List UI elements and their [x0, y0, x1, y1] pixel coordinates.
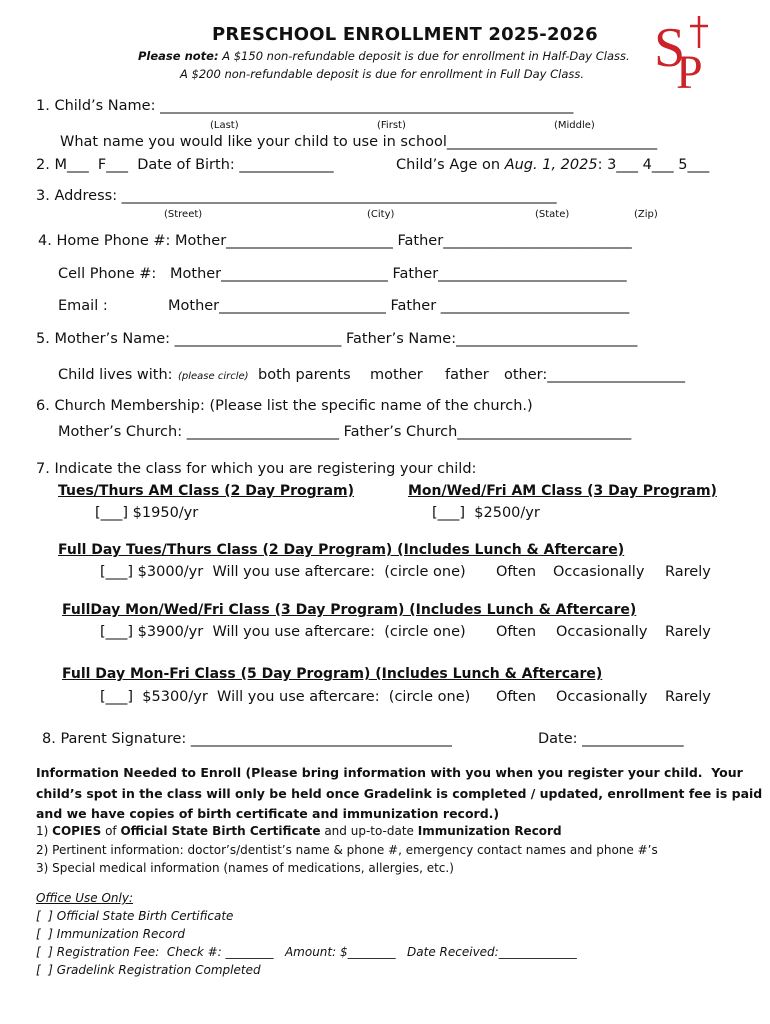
signature-date-field[interactable]: Date: ______________: [538, 731, 684, 747]
info-line-3: and we have copies of birth certificate and immunization record.): [36, 806, 500, 821]
option-both-parents[interactable]: both parents: [258, 367, 351, 383]
full-tt-often[interactable]: Often: [496, 564, 537, 580]
option-other[interactable]: other:___________________: [504, 367, 686, 383]
logo-p: P: [676, 46, 703, 92]
full-mf-rarely[interactable]: Rarely: [665, 689, 711, 705]
sub-middle: (Middle): [554, 120, 595, 131]
sub-street: (Street): [164, 209, 203, 220]
full-mwf-checkbox[interactable]: [___] $3900/yr Will you use aftercare: (circle one): [100, 624, 466, 640]
full-mwf-often[interactable]: Often: [496, 624, 537, 640]
info-line-2: child’s spot in the class will only be held once Gradelink is completed / updated, enrollment fee is paid: [36, 786, 763, 801]
item1-prefix: 1): [36, 824, 53, 838]
deposit-note-line2: A $200 non-refundable deposit is due for enrollment in Full Day Class.: [180, 67, 585, 81]
tt-am-title: Tues/Thurs AM Class (2 Day Program): [58, 483, 355, 499]
mwf-am-checkbox[interactable]: [___] $2500/yr: [432, 505, 540, 521]
school-name-field[interactable]: What name you would like your child to use in school_____________________________: [60, 134, 658, 150]
item1-cert: Official State Birth Certificate: [120, 824, 321, 838]
info-item-3: 3) Special medical information (names of medications, allergies, etc.): [36, 861, 454, 875]
sub-zip: (Zip): [634, 209, 658, 220]
sub-city: (City): [367, 209, 395, 220]
email-field[interactable]: Mother_______________________ Father __________________________: [168, 298, 630, 314]
office-item-registration-fee[interactable]: [ ] Registration Fee: Check #: ________ Amount: $________ Date Received:_____________: [36, 945, 577, 959]
school-logo: [652, 14, 716, 92]
info-item-1: [36, 824, 562, 838]
office-item-gradelink[interactable]: [ ] Gradelink Registration Completed: [36, 963, 261, 977]
full-tt-rarely[interactable]: Rarely: [665, 564, 711, 580]
item1-copies: COPIES: [52, 824, 102, 838]
info-line-1: Information Needed to Enroll (Please bring information with you when you register your child. Your: [36, 765, 743, 780]
parent-names-field[interactable]: 5. Mother’s Name: _______________________ Father’s Name:_________________________: [36, 331, 638, 347]
office-item-birth-cert[interactable]: [ ] Official State Birth Certificate: [36, 909, 234, 923]
age-options: : 3___ 4___ 5___: [597, 157, 710, 173]
office-item-immunization[interactable]: [ ] Immunization Record: [36, 927, 185, 941]
logo-text: SP: [652, 14, 654, 15]
full-tt-occasionally[interactable]: Occasionally: [553, 564, 645, 580]
deposit-note-line1: [138, 49, 630, 63]
option-father[interactable]: father: [445, 367, 489, 383]
full-tt-title: Full Day Tues/Thurs Class (2 Day Program) (Includes Lunch & Aftercare): [58, 542, 625, 558]
full-tt-checkbox[interactable]: [___] $3000/yr Will you use aftercare: (circle one): [100, 564, 466, 580]
page-title: PRESCHOOL ENROLLMENT 2025-2026: [212, 24, 598, 45]
note-text-1: A $150 non-refundable deposit is due for enrollment in Half-Day Class.: [218, 49, 630, 63]
please-circle-note: (please circle): [178, 371, 249, 382]
note-label: Please note:: [138, 49, 219, 63]
office-use-title: Office Use Only:: [36, 891, 133, 905]
full-mf-occasionally[interactable]: Occasionally: [556, 689, 648, 705]
logo-s: S: [654, 17, 686, 79]
item1-immun: Immunization Record: [417, 824, 562, 838]
child-name-field[interactable]: 1. Child’s Name: _________________________________________________________: [36, 98, 574, 114]
full-mwf-rarely[interactable]: Rarely: [665, 624, 711, 640]
tt-am-checkbox[interactable]: [___] $1950/yr: [95, 505, 199, 521]
full-mwf-title: FullDay Mon/Wed/Fri Class (3 Day Program) (Includes Lunch & Aftercare): [62, 602, 637, 618]
mwf-am-title: Mon/Wed/Fri AM Class (3 Day Program): [408, 483, 717, 499]
parent-signature-field[interactable]: 8. Parent Signature: ____________________________________: [42, 731, 452, 747]
full-mf-title: Full Day Mon-Fri Class (5 Day Program) (Includes Lunch & Aftercare): [62, 666, 603, 682]
sub-last: (Last): [210, 120, 239, 131]
home-phone-field[interactable]: 4. Home Phone #: Mother_______________________ Father__________________________: [38, 233, 632, 249]
email-label: Email :: [58, 298, 108, 314]
lives-with-label: Child lives with:: [58, 367, 173, 383]
church-membership-label: 6. Church Membership: (Please list the specific name of the church.): [36, 398, 533, 414]
option-mother[interactable]: mother: [370, 367, 423, 383]
church-fields[interactable]: Mother’s Church: _____________________ Father’s Church________________________: [58, 424, 632, 440]
sub-first: (First): [377, 120, 406, 131]
info-item-2: 2) Pertinent information: doctor’s/dentist’s name & phone #, emergency contact names and phone #’s: [36, 843, 658, 857]
address-field[interactable]: 3. Address: ____________________________________________________________: [36, 188, 557, 204]
item1-mid: and up-to-date: [320, 824, 418, 838]
age-date: Aug. 1, 2025: [504, 157, 598, 173]
age-label: Child’s Age on: [396, 157, 505, 173]
sub-state: (State): [535, 209, 570, 220]
cell-phone-field[interactable]: Mother_______________________ Father__________________________: [170, 266, 627, 282]
class-selection-label: 7. Indicate the class for which you are registering your child:: [36, 461, 477, 477]
full-mf-often[interactable]: Often: [496, 689, 537, 705]
cell-phone-label: Cell Phone #:: [58, 266, 157, 282]
age-field[interactable]: [396, 157, 709, 173]
gender-dob-field[interactable]: 2. M___ F___ Date of Birth: _____________: [36, 157, 334, 173]
item1-of: of: [101, 824, 121, 838]
full-mf-checkbox[interactable]: [___] $5300/yr Will you use aftercare: (circle one): [100, 689, 471, 705]
full-mwf-occasionally[interactable]: Occasionally: [556, 624, 648, 640]
